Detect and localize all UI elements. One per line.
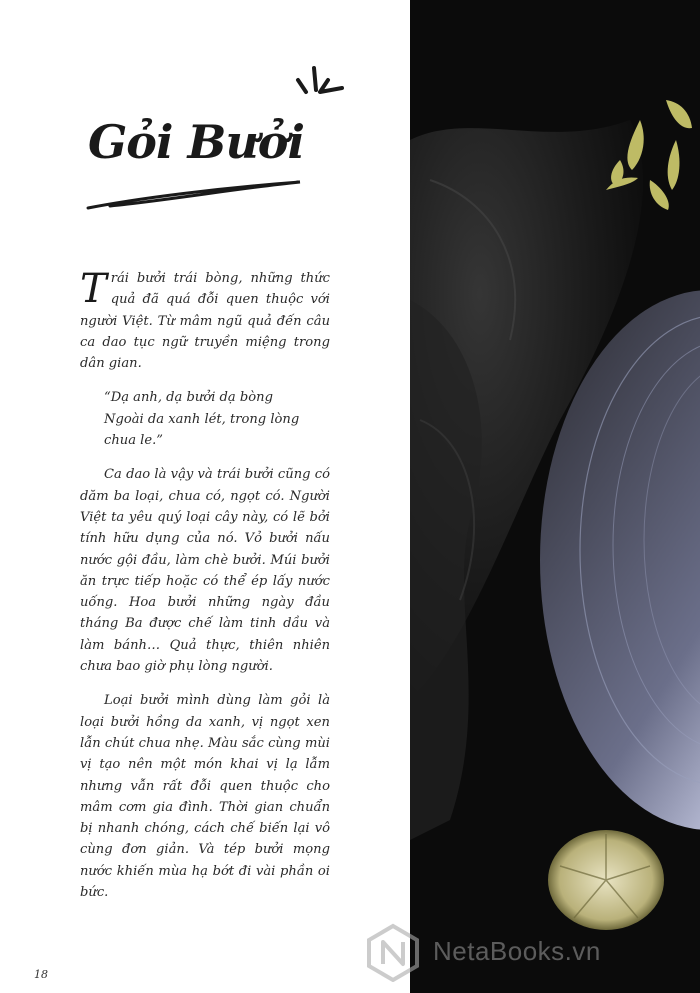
paragraph-2: Ca dao là vậy và trái bưởi cũng có dăm ba loại, chua có, ngọt có. Người Việt ta yêu quý loại cây này, có lẽ bởi tính hữu dụng của nó. Vỏ bưởi nấu nước gội đầu, làm chè bưởi. Múi bưởi ăn trực tiếp hoặc có thể ép lấy nước uống. Hoa bưởi những ngày đầu tháng Ba được chế làm tinh dầu và làm bánh… Quả thực, thiên nhiên chưa bao giờ phụ lòng người.	[80, 467, 330, 675]
folk-verse-quote	[80, 387, 330, 451]
page-number: 18	[34, 968, 48, 981]
article-body	[80, 268, 330, 916]
paragraph-3: Loại bưởi mình dùng làm gỏi là loại bưởi hồng da xanh, vị ngọt xen lẫn chút chua nhẹ. Màu sắc cùng mùi vị tạo nên một món khai vị lạ lẫm nhưng vẫn rất đỗi quen thuộc cho mâm cơm gia đình. Thời gian chuẩn bị nhanh chóng, cách chế biến lại vô cùng đơn giản. Và tép bưởi mọng nước khiến mùa hạ bớt đi vài phần oi bức.	[80, 693, 330, 901]
title-block	[80, 60, 360, 220]
photo-illustration	[410, 0, 700, 993]
drop-cap: T	[80, 266, 107, 312]
netabooks-logo-icon	[363, 922, 423, 982]
paragraph-1-text: rái bưởi trái bòng, những thức quả đã quá đỗi quen thuộc với người Việt. Từ mâm ngũ quả đến câu ca dao tục ngữ truyền miệng trong dân gian.	[80, 271, 330, 372]
quote-line-2: Ngoài da xanh lét, trong lòng chua le.”	[104, 411, 300, 449]
watermark-text: NetaBooks.vn	[433, 936, 601, 966]
food-photo	[410, 0, 700, 993]
watermark	[363, 922, 700, 982]
paragraph-1	[80, 268, 330, 374]
quote-line-1: “Dạ anh, dạ bưởi dạ bòng	[104, 390, 273, 406]
page-title: Gỏi Bưởi	[88, 115, 304, 169]
